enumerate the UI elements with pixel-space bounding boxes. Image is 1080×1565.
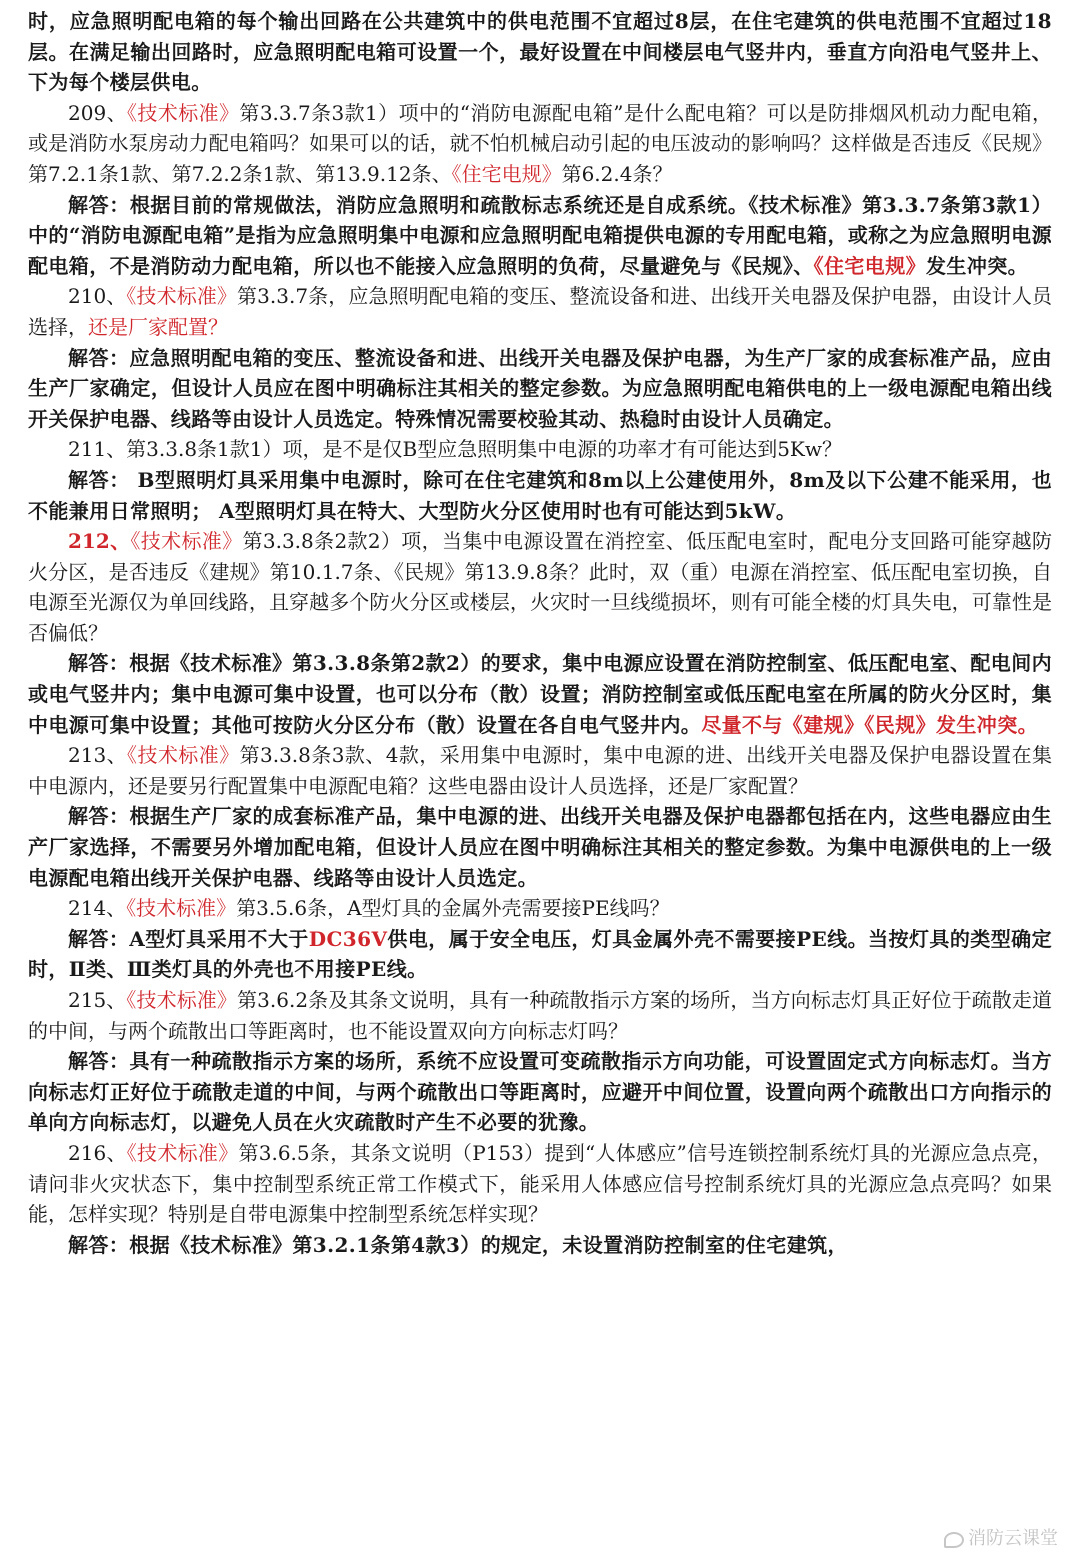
answer-214 xyxy=(28,924,1052,985)
answer-215 xyxy=(28,1046,1052,1138)
question-number: 209、 xyxy=(68,100,127,125)
question-number: 216、 xyxy=(68,1140,127,1165)
question-text: 第3.3.7条3款1）项中的“消防电源配电箱”是什么配电箱？可以是防排烟风机动力配电箱，或是消防水泵房动力配电箱吗？如果可以的话，就不怕机械启动引起的电压波动的影响吗？这样做是否违反《民规》第7.2.1条1款、第7.2.2条1款、第13.9.12条、 xyxy=(28,100,1052,186)
question-214 xyxy=(28,893,1052,924)
question-text: 第3.3.8条2款2）项，当集中电源设置在消控室、低压配电室时，配电分支回路可能穿越防火分区，是否违反《建规》第10.1.7条、《民规》第13.9.8条？此时，双（重）电源在消控室、低压配电室切换，自电源至光源仅为单回线路，且穿越多个防火分区或楼层，火灾时一旦线缆损坏，则有可能全楼的灯具失电，可靠性是否偏低？ xyxy=(28,529,1053,645)
answer-212 xyxy=(28,648,1052,740)
standard-reference: 《技术标准》 xyxy=(126,988,238,1012)
question-215 xyxy=(28,985,1052,1046)
standard-reference: 《技术标准》 xyxy=(130,529,243,554)
answer-text: 解答： B型照明灯具采用集中电源时，除可在住宅建筑和8m以上公建使用外，8m及以下公建不能采用，也不能兼用日常照明； A型照明灯具在特大、大型防火分区使用时也有可能达到5kW。 xyxy=(28,467,1052,523)
answer-text: 解答：A型灯具采用不大于 xyxy=(68,926,309,951)
question-210 xyxy=(28,281,1052,342)
standard-reference: 《住宅电规》 xyxy=(813,253,927,278)
question-number: 213、 xyxy=(68,743,128,768)
answer-210 xyxy=(28,343,1052,435)
standard-reference: 《技术标准》 xyxy=(126,1140,239,1165)
answer-213 xyxy=(28,801,1052,893)
watermark-text: 消防云课堂 xyxy=(968,1528,1058,1550)
answer-209 xyxy=(28,190,1052,282)
question-216 xyxy=(28,1138,1052,1230)
question-text: 第3.6.5条，其条文说明（P153）提到“人体感应”信号连锁控制系统灯具的光源应急点亮，请问非火灾状态下，集中控制型系统正常工作模式下，能采用人体感应信号控制系统灯具的光源应急点亮吗？如果能，怎样实现？特别是自带电源集中控制型系统怎样实现？ xyxy=(28,1140,1052,1227)
question-number: 212、 xyxy=(68,529,131,554)
question-212 xyxy=(28,526,1052,648)
highlight-text: DC36V xyxy=(308,926,388,951)
question-text: 第6.2.4条？ xyxy=(561,161,673,186)
answer-211 xyxy=(28,465,1052,526)
answer-text: 解答：应急照明配电箱的变压、整流设备和进、出线开关电器及保护电器，为生产厂家的成套标准产品，应由生产厂家确定，但设计人员应在图中明确标注其相关的整定参数。为应急照明配电箱供电的上一级电源配电箱出线开关保护电器、线路等由设计人员选定。特殊情况需要校验其动、热稳时由设计人员确定。 xyxy=(28,345,1052,431)
standard-reference: 《技术标准》 xyxy=(127,743,240,768)
paragraph-continuation xyxy=(28,6,1052,98)
question-213 xyxy=(28,740,1052,801)
chat-bubble-icon xyxy=(944,1532,964,1548)
answer-text: 解答：具有一种疏散指示方案的场所，系统不应设置可变疏散指示方向功能，可设置固定式方向标志灯。当方向标志灯正好位于疏散走道的中间，与两个疏散出口等距离时，应避开中间位置，设置向两个疏散出口方向指示的单向方向标志灯，以避免人员在火灾疏散时产生不必要的犹豫。 xyxy=(28,1049,1052,1135)
standard-reference: 《技术标准》 xyxy=(126,896,237,921)
answer-text: 解答：根据《技术标准》第3.3.8条第2款2）的要求，集中电源应设置在消防控制室、低压配电室、配电间内或电气竖井内；集中电源可集中设置，也可以分布（散）设置；消防控制室或低压配电室在所属的防火分区时，集中电源可集中设置；其他可按防火分区分布（散）设置在各自电气竖井内。 xyxy=(28,651,1052,737)
question-text: 211、第3.3.8条1款1）项，是不是仅B型应急照明集中电源的功率才有可能达到5Kw？ xyxy=(68,437,842,462)
answer-text: 解答：根据生产厂家的成套标准产品，集中电源的进、出线开关电器及保护电器都包括在内，这些电器应由生产厂家选择，不需要另外增加配电箱，但设计人员应在图中明确标注其相关的整定参数。为集中电源供电的上一级电源配电箱出线开关保护电器、线路等由设计人员选定。 xyxy=(28,804,1052,890)
answer-text: 解答：根据《技术标准》第3.2.1条第4款3）的规定，未设置消防控制室的住宅建筑， xyxy=(68,1232,848,1257)
answer-text: 发生冲突。 xyxy=(926,253,1029,278)
watermark xyxy=(944,1524,1058,1555)
question-number: 210、 xyxy=(68,284,127,309)
question-number: 215、 xyxy=(68,988,127,1012)
question-text: 第3.3.8条3款、4款，采用集中电源时，集中电源的进、出线开关电器及保护电器设置在集中电源内，还是要另行配置集中电源配电箱？这些电器由设计人员选择，还是厂家配置？ xyxy=(28,743,1052,798)
highlight-text: 尽量不与《建规》《民规》发生冲突。 xyxy=(701,712,1039,737)
answer-text: 供电，属于安全电压，灯具金属外壳不需要接PE线。当按灯具的类型确定时，Ⅱ类、Ⅲ类灯具的外壳也不用接PE线。 xyxy=(28,926,1052,982)
standard-reference: 《住宅电规》 xyxy=(451,161,562,186)
standard-reference: 《技术标准》 xyxy=(126,284,238,309)
question-number: 214、 xyxy=(68,896,127,921)
question-209 xyxy=(28,98,1052,190)
question-211 xyxy=(28,434,1052,465)
question-text: 第3.6.2条及其条文说明，具有一种疏散指示方案的场所，当方向标志灯具正好位于疏散走道的中间，与两个疏散出口等距离时，也不能设置双向方向标志灯吗？ xyxy=(28,988,1053,1043)
answer-216 xyxy=(28,1230,1052,1261)
question-text: 第3.5.6条，A型灯具的金属外壳需要接PE线吗？ xyxy=(236,896,670,921)
answer-text: 解答：根据目前的常规做法，消防应急照明和疏散标志系统还是自成系统。《技术标准》第3.3.7条第3款1）中的“消防电源配电箱”是指为应急照明集中电源和应急照明配电箱提供电源的专用配电箱，或称之为应急照明电源配电箱，不是消防动力配电箱，所以也不能接入应急照明的负荷，尽量避免与《民规》、 xyxy=(28,192,1052,278)
text: 时，应急照明配电箱的每个输出回路在公共建筑中的供电范围不宜超过8层，在住宅建筑的供电范围不宜超过18层。在满足输出回路时，应急照明配电箱可设置一个，最好设置在中间楼层电气竖井内，垂直方向沿电气竖井上、下为每个楼层供电。 xyxy=(28,9,1052,95)
question-text: 第3.3.7条，应急照明配电箱的变压、整流设备和进、出线开关电器及保护电器，由设计人员选择， xyxy=(28,284,1053,339)
standard-reference: 《技术标准》 xyxy=(126,100,240,125)
highlight-text: 还是厂家配置？ xyxy=(88,314,228,339)
